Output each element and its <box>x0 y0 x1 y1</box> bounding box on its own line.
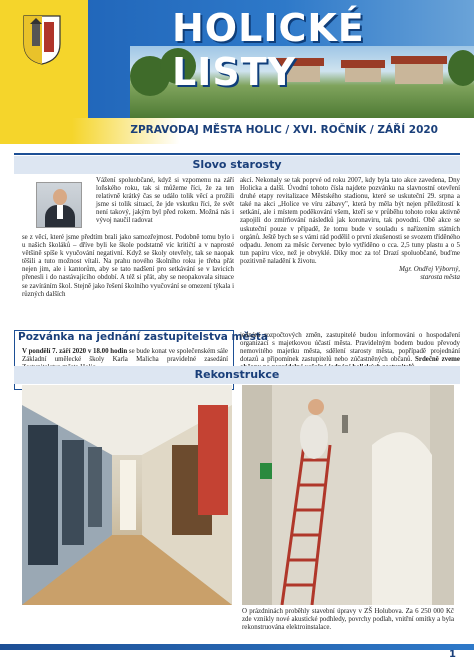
town-coat-of-arms-icon <box>22 14 62 66</box>
invitation-title: Pozvánka na jednání zastupitelstva města <box>18 331 268 343</box>
mayor-letter-right-column <box>240 177 460 282</box>
footer-bar <box>0 644 474 650</box>
section-rule <box>14 153 460 155</box>
mayor-letter-right-text: akcí. Nekonaly se tak poprvé od roku 2007, kdy byla tato akce zavedena, Dny Holicka a další. Úvodní tohoto čísla najdete pozvánku na slavnostní otevření druhé etapy revitalizace Městského stadionu, které se uskuteční 29. srpna a také na akci „Holice ve víru zábavy", která by měla být nejen příležitostí k setkání, ale i místem poděkování všem, kteří se v průběhu tohoto roku aktivně zapojili do zmírňování následků jak koronaviru, tak povodní. Obě akce se uskuteční pouze v případě, že tomu bude v souladu s nařízením státních orgánů. Ještě bych se s vámi rád podělil o první zkušenosti se svozem tříděného odpadu. Jenom za měsíc červenec bylo vytříděno o cca. 2,5 tuny plastu a o 5 tun papíru více, než je obvyklé. Díky moc za to! Drazí spoluobčané, buďme pozitivně naladění k životu. <box>240 177 460 265</box>
renovation-caption: O prázdninách proběhly stavební úpravy v ZŠ Holubova. Za 6 250 000 Kč zde vznikly nové akustické podhledy, povrchy podlah, vnitřní omítky a byla rekonstruována elektroinstalace. <box>242 608 454 632</box>
mayor-letter-left-column: se z věcí, které jsme předtím brali jako samozřejmost. Podobně tomu bylo i u našich školáků – dříve byli ke škole podstatně víc kritičtí a v naprosté většině spíše k vyučování negativní. Když se školy otevřely, tak se naopak těšili a tuto možnost vítali. Na prahu nového školního roku je třeba přát nejen jim, ale i kantorům, aby se tato nadšení pro setkávání se v lavicích přenesli i do nastávajícího období. A též si přát, aby se neopakovala situace se zavíráním škol. Stejně jako řešení školního vyučování se omezení týkala i různých dalších <box>22 234 234 298</box>
mayor-portrait-photo <box>36 182 82 228</box>
invitation-call-to-attend: Srdečně zveme <box>415 356 460 364</box>
mayor-signature-name: Mgr. Ondřej Výborný, <box>399 266 460 274</box>
classroom-renovation-photo <box>242 385 454 605</box>
mayor-letter-intro: Vážení spoluobčané, když si vzpomenu na září loňského roku, tak si můžeme říci, že za ten relativně krátký čas se událo tolik věcí a prožili jsme si tolik situací, že jde vskutku říci, že svět není takový, jakým byl před rokem. Možná nás i vývoj naučil radovat <box>96 177 234 225</box>
invitation-program-continued: jednání rozpočtových změn, zastupitelé budou informováni o hospodaření organizací s majetkovou účastí města. Pravidelným bodem budou převody nemovitého majetku města, sdělení starosty města, popřípadě projednání dotazů a připomínek zastupitelů nebo zúčastněných občanů. <box>240 332 460 364</box>
subtitle-bar <box>0 118 474 144</box>
school-corridor-photo <box>22 385 232 605</box>
section-heading-rekonstrukce: Rekonstrukce <box>14 366 460 384</box>
section-heading-starosta: Slovo starosty <box>14 156 460 174</box>
masthead <box>0 0 474 118</box>
issue-subtitle: ZPRAVODAJ MĚSTA HOLIC / XVI. ROČNÍK / ZÁŘÍ 2020 <box>130 124 438 136</box>
invitation-date: V pondělí 7. září 2020 v 18.00 hodin <box>22 348 128 355</box>
page-number: 1 <box>449 649 456 660</box>
newspaper-title: HOLICKÉ LISTY <box>172 6 365 94</box>
mayor-signature-role: starosta města <box>420 274 460 282</box>
invitation-details: se bude konat ve společenském sále Základní umělecké školy Karla Malicha pravidelné zasedání <box>22 348 228 364</box>
